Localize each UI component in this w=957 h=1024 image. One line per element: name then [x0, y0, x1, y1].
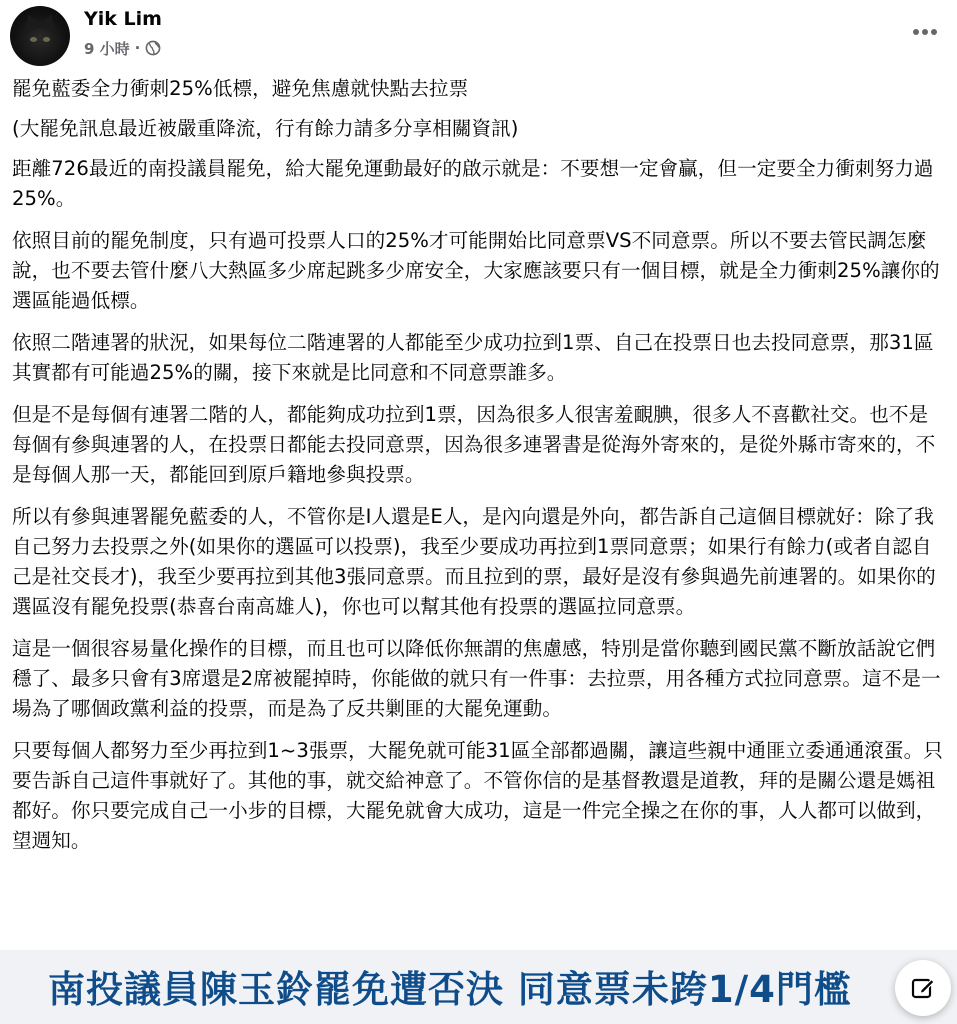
post-paragraph: (大罷免訊息最近被嚴重降流，行有餘力請多分享相關資訊) [12, 117, 519, 140]
link-headline[interactable]: 南投議員陳玉鈴罷免遭否決 同意票未跨1/4門檻 [48, 968, 852, 1011]
post-body [12, 74, 946, 868]
post-paragraph: 這是一個很容易量化操作的目標，而且也可以降低你無謂的焦慮感，特別是當你聽到國民黨不斷放話說它們穩了、最多只會有3席還是2席被罷掉時，你能做的就只有一件事：去拉票，用各種方式拉同意票。這不是一場為了哪個政黨利益的投票，而是為了反共剿匪的大罷免運動。 [12, 637, 941, 720]
meta-separator: · [134, 39, 141, 57]
post-paragraph: 所以有參與連署罷免藍委的人，不管你是I人還是E人，是內向還是外向，都告訴自己這個目標就好：除了我自己努力去投票之外(如果你的選區可以投票)，我至少要成功再拉到1票同意票；如果行有餘力(或者自認自己是社交長才)，我至少要再拉到其他3張同意票。而且拉到的票，最好是沒有參與過先前連署的。如果你的選區沒有罷免投票(恭喜台南高雄人)，你也可以幫其他有投票的選區拉同意票。 [12, 505, 936, 618]
post-paragraph: 只要每個人都努力至少再拉到1~3張票，大罷免就可能31區全部都過關，讓這些親中通匪立委通通滾蛋。只要告訴自己這件事就好了。其他的事，就交給神意了。不管你信的是基督教還是道教，拜的是關公還是媽祖都好。你只要完成自己一小步的目標，大罷免就會大成功，這是一件完全操之在你的事，人人都可以做到，望週知。 [12, 739, 943, 852]
author-name[interactable]: Yik Lim [84, 8, 162, 30]
post-header [0, 0, 957, 72]
globe-icon[interactable] [145, 40, 161, 56]
post-paragraph: 距離726最近的南投議員罷免，給大罷免運動最好的啟示就是：不要想一定會贏，但一定要全力衝刺努力過25%。 [12, 157, 934, 210]
avatar[interactable] [10, 6, 70, 66]
post-paragraph: 但是不是每個有連署二階的人，都能夠成功拉到1票，因為很多人很害羞靦腆，很多人不喜歡社交。也不是每個有參與連署的人，在投票日都能去投同意票，因為很多連署書是從海外寄來的，是從外縣市寄來的，不是每個人那一天，都能回到原戶籍地參與投票。 [12, 403, 936, 486]
post-paragraph: 依照目前的罷免制度，只有過可投票人口的25%才可能開始比同意票VS不同意票。所以不要去管民調怎麼說，也不要去管什麼八大熱區多少席起跳多少席安全，大家應該要只有一個目標，就是全力衝刺25%讓你的選區能過低標。 [12, 229, 940, 312]
avatar-eye [43, 37, 50, 42]
avatar-eye [30, 37, 37, 42]
compose-icon [909, 974, 937, 1002]
avatar-ear [38, 12, 60, 33]
post-meta [84, 37, 161, 59]
link-preview[interactable] [0, 950, 957, 1024]
post-paragraph: 罷免藍委全力衝刺25%低標，避免焦慮就快點去拉票 [12, 77, 469, 100]
post-time[interactable]: 9 小時 [84, 39, 130, 58]
more-horizontal-icon [912, 28, 938, 36]
post-paragraph: 依照二階連署的狀況，如果每位二階連署的人都能至少成功拉到1票、自己在投票日也去投同意票，那31區其實都有可能過25%的關，接下來就是比同意和不同意票誰多。 [12, 331, 934, 384]
more-options-button[interactable] [905, 14, 945, 50]
compose-button[interactable] [895, 960, 951, 1016]
